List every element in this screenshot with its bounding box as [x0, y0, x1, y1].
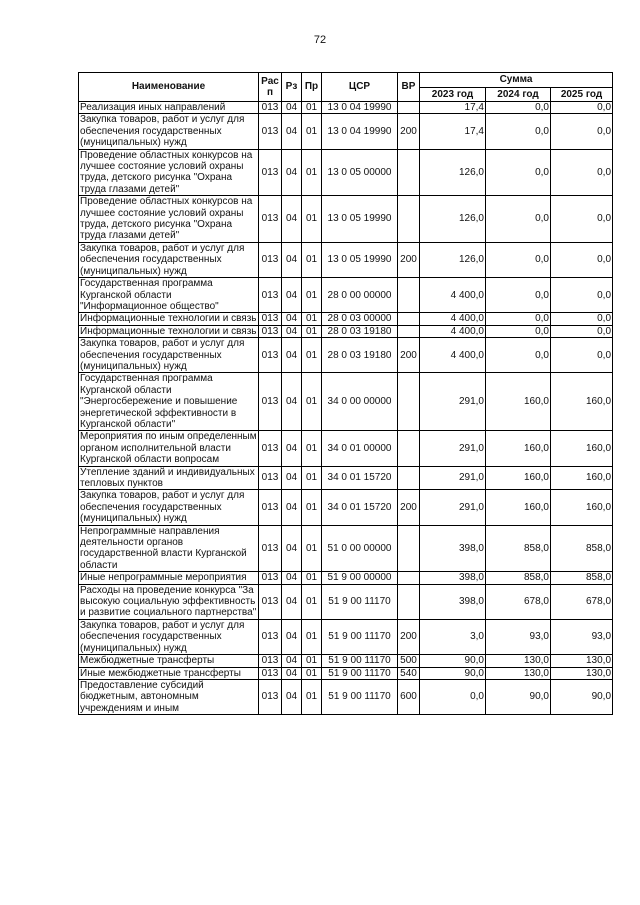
cell-name: Реализация иных направлений — [79, 102, 259, 114]
cell-2023: 291,0 — [420, 373, 486, 431]
cell-2023: 398,0 — [420, 584, 486, 619]
cell-name: Проведение областных конкурсов на лучшее состояние условий охраны труда, детского рисунка "Охрана труда глазами детей" — [79, 149, 259, 196]
cell-2024: 0,0 — [486, 114, 551, 149]
table-row — [79, 278, 613, 313]
cell-vr — [398, 313, 420, 325]
cell-2023: 3,0 — [420, 619, 486, 654]
cell-2023: 90,0 — [420, 667, 486, 679]
cell-2025: 0,0 — [551, 313, 613, 325]
cell-2024: 130,0 — [486, 667, 551, 679]
cell-ras: 013 — [259, 338, 282, 373]
cell-ras: 013 — [259, 679, 282, 714]
cell-2025: 858,0 — [551, 572, 613, 584]
cell-2025: 858,0 — [551, 525, 613, 572]
cell-pr: 01 — [302, 667, 322, 679]
cell-pr: 01 — [302, 490, 322, 525]
cell-csr: 34 0 00 00000 — [322, 373, 398, 431]
cell-vr — [398, 149, 420, 196]
table-row — [79, 431, 613, 466]
cell-ras: 013 — [259, 584, 282, 619]
cell-2024: 90,0 — [486, 679, 551, 714]
cell-2024: 160,0 — [486, 373, 551, 431]
cell-2023: 126,0 — [420, 242, 486, 277]
cell-vr: 540 — [398, 667, 420, 679]
table-row — [79, 102, 613, 114]
cell-2024: 0,0 — [486, 149, 551, 196]
cell-name: Закупка товаров, работ и услуг для обеспечения государственных (муниципальных) нужд — [79, 490, 259, 525]
cell-csr: 51 9 00 11170 — [322, 619, 398, 654]
cell-rz: 04 — [282, 373, 302, 431]
cell-name: Закупка товаров, работ и услуг для обеспечения государственных (муниципальных) нужд — [79, 114, 259, 149]
cell-2025: 0,0 — [551, 278, 613, 313]
cell-pr: 01 — [302, 338, 322, 373]
cell-vr: 200 — [398, 338, 420, 373]
cell-rz: 04 — [282, 278, 302, 313]
cell-vr — [398, 525, 420, 572]
cell-pr: 01 — [302, 149, 322, 196]
cell-rz: 04 — [282, 338, 302, 373]
cell-2025: 90,0 — [551, 679, 613, 714]
cell-rz: 04 — [282, 102, 302, 114]
cell-vr: 200 — [398, 490, 420, 525]
cell-ras: 013 — [259, 431, 282, 466]
cell-2023: 291,0 — [420, 490, 486, 525]
cell-2024: 0,0 — [486, 338, 551, 373]
cell-ras: 013 — [259, 667, 282, 679]
cell-vr — [398, 325, 420, 337]
cell-rz: 04 — [282, 313, 302, 325]
cell-2025: 130,0 — [551, 667, 613, 679]
cell-vr — [398, 431, 420, 466]
cell-pr: 01 — [302, 102, 322, 114]
col-header-name: Наименование — [79, 73, 259, 102]
cell-rz: 04 — [282, 619, 302, 654]
cell-pr: 01 — [302, 325, 322, 337]
cell-csr: 28 0 00 00000 — [322, 278, 398, 313]
cell-vr — [398, 278, 420, 313]
table-row — [79, 325, 613, 337]
cell-2024: 93,0 — [486, 619, 551, 654]
cell-2023: 17,4 — [420, 102, 486, 114]
cell-pr: 01 — [302, 313, 322, 325]
col-header-2023: 2023 год — [420, 88, 486, 102]
cell-2025: 93,0 — [551, 619, 613, 654]
table-row — [79, 313, 613, 325]
cell-pr: 01 — [302, 584, 322, 619]
cell-csr: 51 0 00 00000 — [322, 525, 398, 572]
page-number: 72 — [313, 34, 327, 46]
cell-pr: 01 — [302, 525, 322, 572]
cell-rz: 04 — [282, 196, 302, 243]
cell-csr: 13 0 04 19990 — [322, 102, 398, 114]
cell-ras: 013 — [259, 490, 282, 525]
cell-vr: 200 — [398, 619, 420, 654]
cell-ras: 013 — [259, 325, 282, 337]
cell-2024: 160,0 — [486, 490, 551, 525]
table-row — [79, 242, 613, 277]
budget-table — [78, 72, 613, 715]
cell-2024: 858,0 — [486, 572, 551, 584]
cell-2024: 678,0 — [486, 584, 551, 619]
cell-rz: 04 — [282, 431, 302, 466]
cell-2023: 0,0 — [420, 679, 486, 714]
cell-2023: 90,0 — [420, 655, 486, 667]
cell-name: Непрограммные направления деятельности органов государственной власти Курганской области — [79, 525, 259, 572]
table-row — [79, 667, 613, 679]
cell-csr: 51 9 00 00000 — [322, 572, 398, 584]
col-header-rz: Рз — [282, 73, 302, 102]
cell-ras: 013 — [259, 655, 282, 667]
cell-name: Межбюджетные трансферты — [79, 655, 259, 667]
col-header-ras: Рас п — [259, 73, 282, 102]
cell-csr: 51 9 00 11170 — [322, 679, 398, 714]
cell-rz: 04 — [282, 667, 302, 679]
cell-2024: 0,0 — [486, 313, 551, 325]
cell-ras: 013 — [259, 114, 282, 149]
cell-name: Мероприятия по иным определенным органом исполнительной власти Курганской области вопросам — [80, 431, 257, 466]
table-row — [79, 149, 613, 196]
col-header-csr: ЦСР — [322, 73, 398, 102]
col-header-vr: ВР — [398, 73, 420, 102]
cell-name: Государственная программа Курганской области "Информационное общество" — [79, 278, 259, 313]
cell-2025: 0,0 — [551, 325, 613, 337]
cell-name: Государственная программа Курганской области "Энергосбережение и повышение энергетической эффективности в Курганской области" — [79, 373, 259, 431]
cell-name: Информационные технологии и связь — [80, 325, 257, 337]
cell-pr: 01 — [302, 242, 322, 277]
cell-pr: 01 — [302, 196, 322, 243]
cell-name: Предоставление субсидий бюджетным, автономным учреждениям и иным — [79, 679, 259, 714]
cell-2023: 291,0 — [420, 431, 486, 466]
cell-2025: 678,0 — [551, 584, 613, 619]
col-header-sum: Сумма — [420, 73, 613, 88]
cell-rz: 04 — [282, 584, 302, 619]
cell-rz: 04 — [282, 114, 302, 149]
cell-name: Расходы на проведение конкурса "За высокую социальную эффективность и развитие социального партнерства" — [79, 584, 259, 619]
cell-name: Иные непрограммные мероприятия — [79, 572, 259, 584]
cell-2023: 291,0 — [420, 466, 486, 490]
cell-csr: 28 0 03 19180 — [322, 338, 398, 373]
cell-2024: 0,0 — [486, 242, 551, 277]
table-row — [79, 338, 613, 373]
cell-2023: 126,0 — [420, 149, 486, 196]
table-row — [79, 373, 613, 431]
cell-ras: 013 — [259, 102, 282, 114]
cell-vr — [398, 196, 420, 243]
table-row — [79, 584, 613, 619]
cell-2025: 0,0 — [551, 196, 613, 243]
cell-rz: 04 — [282, 325, 302, 337]
cell-2023: 4 400,0 — [420, 338, 486, 373]
cell-rz: 04 — [282, 149, 302, 196]
table-row — [79, 114, 613, 149]
cell-2023: 398,0 — [420, 525, 486, 572]
cell-name: Проведение областных конкурсов на лучшее состояние условий охраны труда, детского рисунка "Охрана труда глазами детей" — [79, 196, 259, 243]
cell-pr: 01 — [302, 466, 322, 490]
cell-vr: 500 — [398, 655, 420, 667]
cell-name: Закупка товаров, работ и услуг для обеспечения государственных (муниципальных) нужд — [79, 619, 259, 654]
col-header-2024: 2024 год — [486, 88, 551, 102]
table-row — [79, 572, 613, 584]
cell-rz: 04 — [282, 490, 302, 525]
cell-csr: 51 9 00 11170 — [322, 667, 398, 679]
cell-rz: 04 — [282, 679, 302, 714]
cell-csr: 13 0 05 19990 — [322, 196, 398, 243]
table-row — [79, 655, 613, 667]
cell-ras: 013 — [259, 149, 282, 196]
cell-ras: 013 — [259, 242, 282, 277]
cell-rz: 04 — [282, 242, 302, 277]
cell-csr: 34 0 01 00000 — [322, 431, 398, 466]
cell-rz: 04 — [282, 525, 302, 572]
cell-ras: 013 — [259, 373, 282, 431]
cell-2023: 398,0 — [420, 572, 486, 584]
cell-2024: 160,0 — [486, 466, 551, 490]
col-header-2025: 2025 год — [551, 88, 613, 102]
cell-2025: 160,0 — [551, 466, 613, 490]
cell-2024: 858,0 — [486, 525, 551, 572]
cell-name: Информационные технологии и связь — [80, 313, 257, 325]
table-row — [79, 619, 613, 654]
cell-vr: 200 — [398, 114, 420, 149]
cell-2025: 160,0 — [551, 431, 613, 466]
cell-vr — [398, 102, 420, 114]
cell-2025: 0,0 — [551, 114, 613, 149]
table-row — [79, 679, 613, 714]
cell-ras: 013 — [259, 313, 282, 325]
cell-2024: 0,0 — [486, 196, 551, 243]
cell-name: Закупка товаров, работ и услуг для обеспечения государственных (муниципальных) нужд — [79, 242, 259, 277]
cell-vr — [398, 466, 420, 490]
cell-vr — [398, 373, 420, 431]
table-header-row — [79, 73, 613, 88]
table-row — [79, 490, 613, 525]
cell-name: Закупка товаров, работ и услуг для обеспечения государственных (муниципальных) нужд — [79, 338, 259, 373]
cell-vr: 200 — [398, 242, 420, 277]
cell-vr — [398, 584, 420, 619]
cell-pr: 01 — [302, 572, 322, 584]
cell-csr: 13 0 05 00000 — [322, 149, 398, 196]
cell-ras: 013 — [259, 525, 282, 572]
cell-pr: 01 — [302, 679, 322, 714]
cell-csr: 51 9 00 11170 — [322, 584, 398, 619]
cell-name: Утепление зданий и индивидуальных тепловых пунктов — [79, 466, 259, 490]
cell-name: Иные межбюджетные трансферты — [79, 667, 259, 679]
cell-csr: 28 0 03 00000 — [322, 313, 398, 325]
cell-2024: 0,0 — [486, 102, 551, 114]
table-row — [79, 525, 613, 572]
cell-ras: 013 — [259, 278, 282, 313]
cell-2024: 0,0 — [486, 325, 551, 337]
cell-2025: 130,0 — [551, 655, 613, 667]
cell-pr: 01 — [302, 655, 322, 667]
col-header-pr: Пр — [302, 73, 322, 102]
cell-ras: 013 — [259, 196, 282, 243]
cell-ras: 013 — [259, 466, 282, 490]
cell-2025: 160,0 — [551, 490, 613, 525]
cell-2025: 0,0 — [551, 102, 613, 114]
cell-2025: 0,0 — [551, 149, 613, 196]
cell-rz: 04 — [282, 655, 302, 667]
cell-2025: 160,0 — [551, 373, 613, 431]
cell-2023: 4 400,0 — [420, 325, 486, 337]
cell-2024: 160,0 — [486, 431, 551, 466]
table-row — [79, 466, 613, 490]
cell-pr: 01 — [302, 114, 322, 149]
table-body — [79, 102, 613, 715]
cell-rz: 04 — [282, 572, 302, 584]
cell-2024: 0,0 — [486, 278, 551, 313]
cell-ras: 013 — [259, 619, 282, 654]
cell-pr: 01 — [302, 373, 322, 431]
cell-pr: 01 — [302, 619, 322, 654]
cell-rz: 04 — [282, 466, 302, 490]
cell-2023: 4 400,0 — [420, 313, 486, 325]
cell-2025: 0,0 — [551, 242, 613, 277]
cell-csr: 13 0 04 19990 — [322, 114, 398, 149]
table-row — [79, 196, 613, 243]
cell-2023: 17,4 — [420, 114, 486, 149]
cell-2023: 4 400,0 — [420, 278, 486, 313]
cell-2025: 0,0 — [551, 338, 613, 373]
cell-ras: 013 — [259, 572, 282, 584]
cell-vr — [398, 572, 420, 584]
cell-2023: 126,0 — [420, 196, 486, 243]
cell-vr: 600 — [398, 679, 420, 714]
cell-csr: 34 0 01 15720 — [322, 490, 398, 525]
cell-csr: 28 0 03 19180 — [322, 325, 398, 337]
cell-2024: 130,0 — [486, 655, 551, 667]
cell-pr: 01 — [302, 278, 322, 313]
cell-csr: 51 9 00 11170 — [322, 655, 398, 667]
cell-csr: 13 0 05 19990 — [322, 242, 398, 277]
cell-pr: 01 — [302, 431, 322, 466]
cell-csr: 34 0 01 15720 — [322, 466, 398, 490]
